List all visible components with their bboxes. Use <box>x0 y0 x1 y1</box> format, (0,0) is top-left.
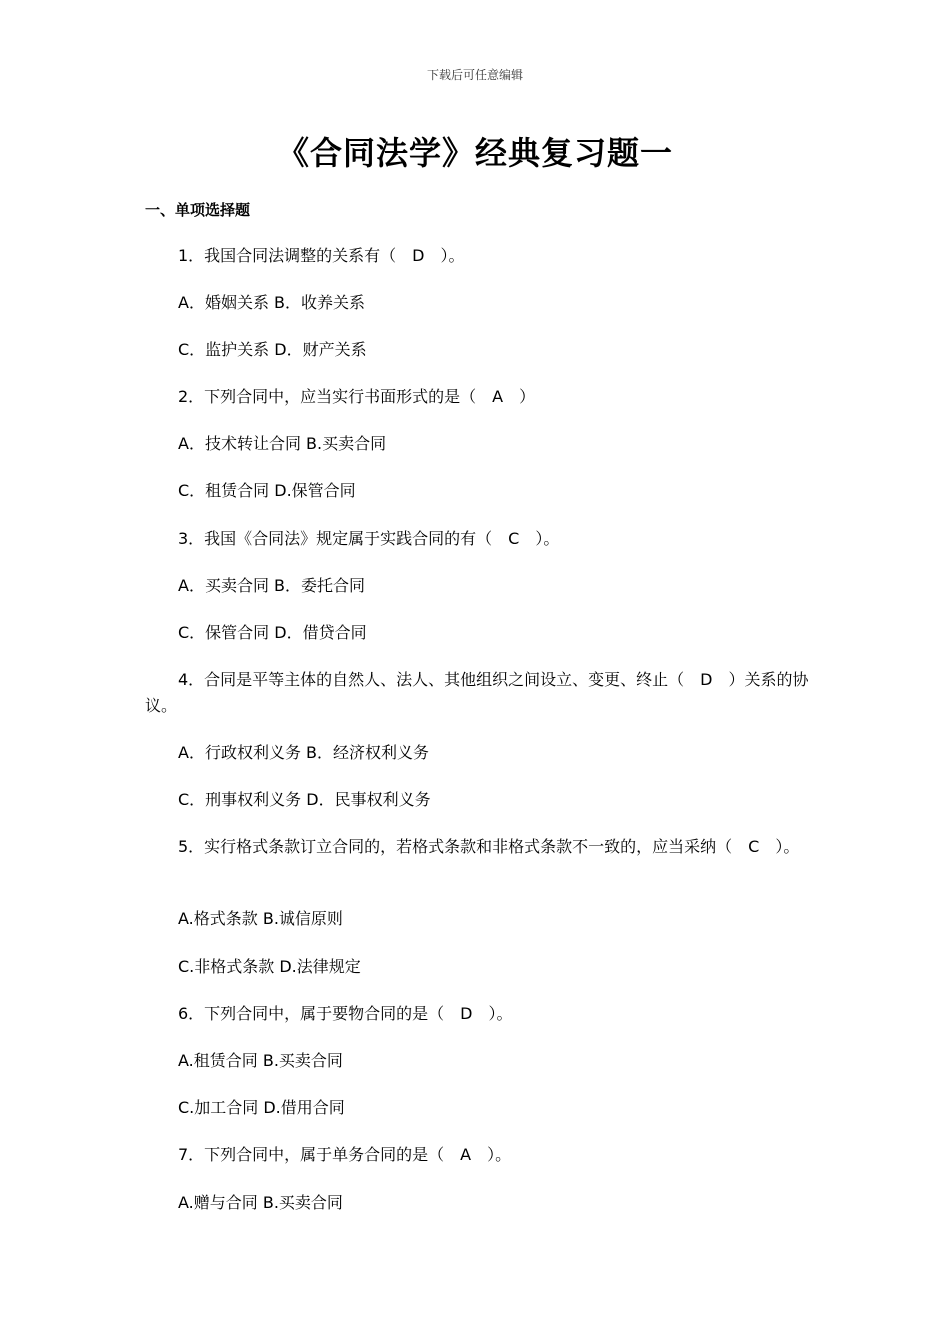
question-2: 2．下列合同中，应当实行书面形式的是（ A ） <box>178 387 536 406</box>
question-4-options-cd: C．刑事权利义务 D．民事权利义务 <box>178 790 431 809</box>
question-7-options-ab: A.赠与合同 B.买卖合同 <box>178 1193 343 1212</box>
question-5-options-cd: C.非格式条款 D.法律规定 <box>178 957 361 976</box>
question-6: 6．下列合同中，属于要物合同的是（ D ）。 <box>178 1004 513 1023</box>
question-1-options-ab: A．婚姻关系 B．收养关系 <box>178 293 366 312</box>
question-6-options-cd: C.加工合同 D.借用合同 <box>178 1098 345 1117</box>
question-5: 5．实行格式条款订立合同的，若格式条款和非格式条款不一致的，应当采纳（ C ）。 <box>178 837 800 856</box>
question-4: 4．合同是平等主体的自然人、法人、其他组织之间设立、变更、终止（ D ）关系的协议。 <box>145 670 809 715</box>
question-3-options-cd: C．保管合同 D．借贷合同 <box>178 623 367 642</box>
question-1-options-cd: C．监护关系 D．财产关系 <box>178 340 367 359</box>
question-4-options-ab: A．行政权利义务 B．经济权利义务 <box>178 743 430 762</box>
section-heading: 一、单项选择题 <box>145 201 251 219</box>
question-2-options-cd: C．租赁合同 D.保管合同 <box>178 481 356 500</box>
question-3-options-ab: A．买卖合同 B．委托合同 <box>178 576 366 595</box>
document-title: 《合同法学》经典复习题一 <box>276 134 673 172</box>
question-5-options-ab: A.格式条款 B.诚信原则 <box>178 909 343 928</box>
header-note: 下载后可任意编辑 <box>426 68 523 82</box>
question-2-options-ab: A．技术转让合同 B.买卖合同 <box>178 434 387 453</box>
question-7: 7．下列合同中，属于单务合同的是（ A ）。 <box>178 1145 512 1164</box>
question-1: 1．我国合同法调整的关系有（ D ）。 <box>178 246 465 265</box>
question-3: 3．我国《合同法》规定属于实践合同的有（ C ）。 <box>178 529 560 548</box>
question-6-options-ab: A.租赁合同 B.买卖合同 <box>178 1051 343 1070</box>
